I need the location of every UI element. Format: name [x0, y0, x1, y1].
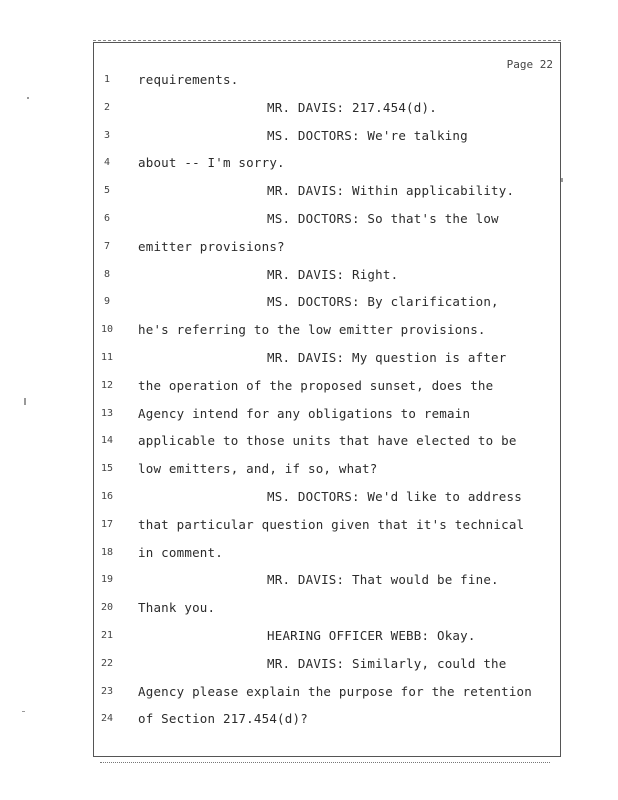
transcript-line: [0, 628, 618, 644]
line-number: 6: [103, 213, 111, 224]
line-number: 1: [103, 74, 111, 85]
line-number: 22: [100, 657, 114, 669]
line-text: that particular question given that it's technical: [138, 516, 525, 532]
transcript-line: [0, 600, 618, 616]
line-text: MR. DAVIS: Within applicability.: [267, 183, 515, 199]
line-text: MS. DOCTORS: So that's the low: [267, 211, 499, 226]
transcript-line: [0, 545, 618, 561]
transcript-line: [0, 461, 618, 477]
transcript-line: [0, 572, 618, 588]
line-text: Thank you.: [138, 600, 216, 616]
transcript-line: [0, 656, 618, 672]
transcript-line: [0, 489, 618, 505]
line-number: 18: [100, 546, 114, 558]
line-text: requirements.: [138, 72, 239, 87]
line-number: 13: [100, 407, 114, 419]
line-text: the operation of the proposed sunset, does the: [138, 377, 494, 393]
line-text: Agency intend for any obligations to remain: [138, 405, 471, 421]
line-number: 23: [100, 685, 114, 697]
transcript-line: [0, 128, 618, 144]
line-text: applicable to those units that have elected to be: [138, 433, 517, 449]
line-number: 21: [100, 630, 114, 641]
transcript-line: [0, 378, 618, 394]
line-text: of Section 217.454(d)?: [138, 711, 308, 727]
transcript-line: [0, 711, 618, 727]
transcript-line: [0, 406, 618, 422]
line-text: Agency please explain the purpose for the retention: [138, 683, 533, 699]
line-number: 7: [103, 240, 111, 252]
line-number: 12: [100, 379, 114, 391]
scan-speck: [27, 97, 29, 99]
transcript-line: [0, 155, 618, 171]
line-text: MR. DAVIS: My question is after: [267, 350, 507, 365]
transcript-line: [0, 267, 618, 283]
transcript-line: [0, 322, 618, 338]
line-number: 19: [100, 574, 114, 586]
line-text: MR. DAVIS: 217.454(d).: [267, 99, 437, 115]
transcript-line: [0, 72, 618, 88]
line-text: MS. DOCTORS: We're talking: [267, 127, 468, 143]
transcript-line: [0, 294, 618, 310]
scan-speck: [22, 711, 25, 712]
line-text: MS. DOCTORS: We'd like to address: [267, 489, 522, 504]
transcript-line: [0, 433, 618, 449]
line-number: 2: [103, 101, 111, 113]
line-number: 24: [100, 713, 114, 725]
line-text: in comment.: [138, 544, 223, 560]
scan-speck: [561, 178, 563, 182]
line-number: 10: [100, 324, 114, 336]
line-text: HEARING OFFICER WEBB: Okay.: [267, 628, 476, 643]
line-text: MS. DOCTORS: By clarification,: [267, 294, 499, 310]
line-text: MR. DAVIS: That would be fine.: [267, 572, 499, 588]
line-number: 20: [100, 602, 114, 614]
transcript-line: [0, 239, 618, 255]
transcript-line: [0, 517, 618, 533]
line-number: 8: [103, 268, 111, 280]
page-number-label: Page 22: [506, 58, 553, 71]
transcript-line: [0, 183, 618, 199]
line-number: 15: [100, 463, 114, 475]
line-text: MR. DAVIS: Right.: [267, 266, 399, 282]
line-number: 4: [103, 157, 111, 169]
line-number: 16: [100, 491, 114, 502]
scan-speck: [24, 398, 26, 405]
line-text: low emitters, and, if so, what?: [138, 461, 378, 477]
line-number: 9: [103, 296, 111, 308]
transcript-line: [0, 350, 618, 366]
line-number: 5: [103, 185, 111, 197]
line-text: he's referring to the low emitter provisions.: [138, 322, 486, 338]
line-number: 17: [100, 518, 114, 530]
line-number: 14: [100, 435, 114, 447]
transcript-line: [0, 684, 618, 700]
scan-bottom-noise: [100, 762, 550, 764]
transcript-line: [0, 100, 618, 116]
line-text: MR. DAVIS: Similarly, could the: [267, 655, 507, 671]
transcript-line: [0, 211, 618, 227]
line-text: about -- I'm sorry.: [138, 155, 285, 171]
line-number: 11: [100, 352, 114, 363]
line-text: emitter provisions?: [138, 238, 285, 254]
line-number: 3: [103, 129, 111, 141]
